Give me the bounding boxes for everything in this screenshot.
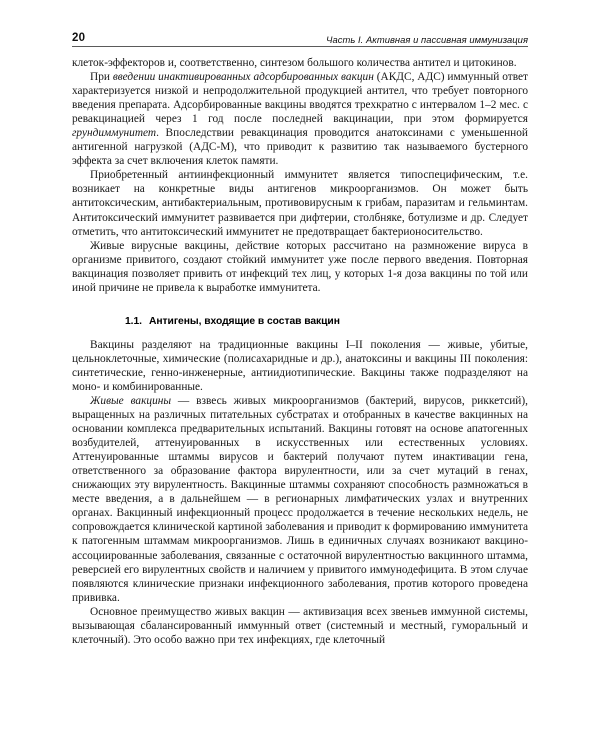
paragraph: [72, 605, 528, 647]
paragraph: [72, 70, 528, 168]
text-run: — взвесь живых микроорганизмов (бактерий, вирусов, риккетсий), выращенных на различных питательных субстратах и отобранных в качестве вакцинных на основании комплекса предварительных испытаний. Вакцины готовят на основе апатогенных возбудителей, аттенуированных в искусственных или естественных условиях. Аттенуированные штаммы вирусов и бактерий получают путем инактивации гена, ответственного за образование фактора вирулентности, или за счет мутаций в генах, снижающих эту вирулентность. Вакцинные штаммы сохраняют способность размножаться в месте введения, а в дальнейшем — в регионарных лимфатических узлах и внутренних органах. Вакцинный инфекционный процесс продолжается в течение нескольких недель, не сопровождается клинической картиной заболевания и приводит к формированию иммунитета к патогенным штаммам микроорганизмов. Лишь в единичных случаях возникают вакцино-ассоциированные заболевания, связанные с остаточной вирулентностью вакцинного штамма, реверсией его вирулентных свойств и наличием у привитого иммунодефицита. В этом случае появляются клинические признаки инфекционного заболевания, против которого проведена прививка.: [72, 394, 528, 604]
page-number: 20: [72, 31, 86, 44]
heading-spacer-below: [72, 328, 528, 338]
text-run: Основное преимущество живых вакцин — активизация всех звеньев иммунной системы, вызывающая сбалансированный иммунный ответ (системный и местный, гуморальный и клеточный). Это особо важно при тех инфекциях, где клеточный: [72, 605, 528, 646]
section-heading: [72, 315, 528, 328]
heading-spacer-above: [72, 295, 528, 315]
emphasis-run: Живые вакцины: [90, 394, 172, 407]
paragraph: [72, 239, 528, 295]
paragraph: [72, 394, 528, 605]
emphasis-run: введении инактивированных адсорбированных вакцин: [112, 71, 374, 84]
paragraphs-after-section: [72, 338, 528, 647]
section-number: 1.1.: [125, 315, 142, 327]
body-text-column: [72, 56, 528, 647]
text-run: Вакцины разделяют на традиционные вакцины I–II поколения — живые, убитые, цельноклеточные, химические (полисахаридные и др.), анатоксины и вакцины III поколения: синтетические, генно-инженерные, антиидиотипические. Вакцины также подразделяют на моно- и комбинированные.: [72, 338, 528, 393]
section-title: Антигены, входящие в состав вакцин: [148, 315, 340, 327]
emphasis-run: грундиммунитет: [72, 127, 157, 140]
text-run: При: [90, 71, 113, 84]
text-run: (АКДС, АДС) иммунный ответ характеризуется низкой и непродолжительной продукцией антител, что требует повторного введения препарата. Адсорбированные вакцины вводятся трехкратно с интервалом 1–2 мес. с ревакцинацией через 1 год после последней вакцинации, при этом формируется: [72, 71, 528, 126]
paragraph: [72, 56, 528, 70]
page-running-header: [72, 28, 528, 47]
text-run: клеток-эффекторов и, соответственно, синтезом большого количества антител и цитокинов.: [72, 57, 517, 69]
text-run: Приобретенный антиинфекционный иммунитет является типоспецифическим, т.е. возникает на конкретные виды антигенов микроорганизмов. Он может быть антитоксическим, антибактериальным, противовирусным к грибам, паразитам и гельминтам. Антитоксический иммунитет развивается при дифтерии, столбняке, ботулизме и др. Следует отметить, что антитоксический иммунитет не предотвращает бактерионосительство.: [72, 169, 528, 238]
running-title: Часть I. Активная и пассивная иммунизация: [326, 33, 528, 45]
paragraphs-before-section: [72, 56, 528, 295]
text-run: . Впоследствии ревакцинация проводится анатоксинами с уменьшенной антигенной нагрузкой (АДС-М), что приводит к развитию так называемого бустерного эффекта за счет включения клеток памяти.: [72, 127, 528, 168]
text-run: Живые вирусные вакцины, действие которых рассчитано на размножение вируса в организме привитого, создают стойкий иммунитет уже после первого введения. Повторная вакцинация позволяет привить от инфекций тех лиц, у которых 1-я доза вакцины по той или иной причине не привела к выработке иммунитета.: [72, 239, 528, 294]
paragraph: [72, 168, 528, 238]
paragraph: [72, 338, 528, 394]
